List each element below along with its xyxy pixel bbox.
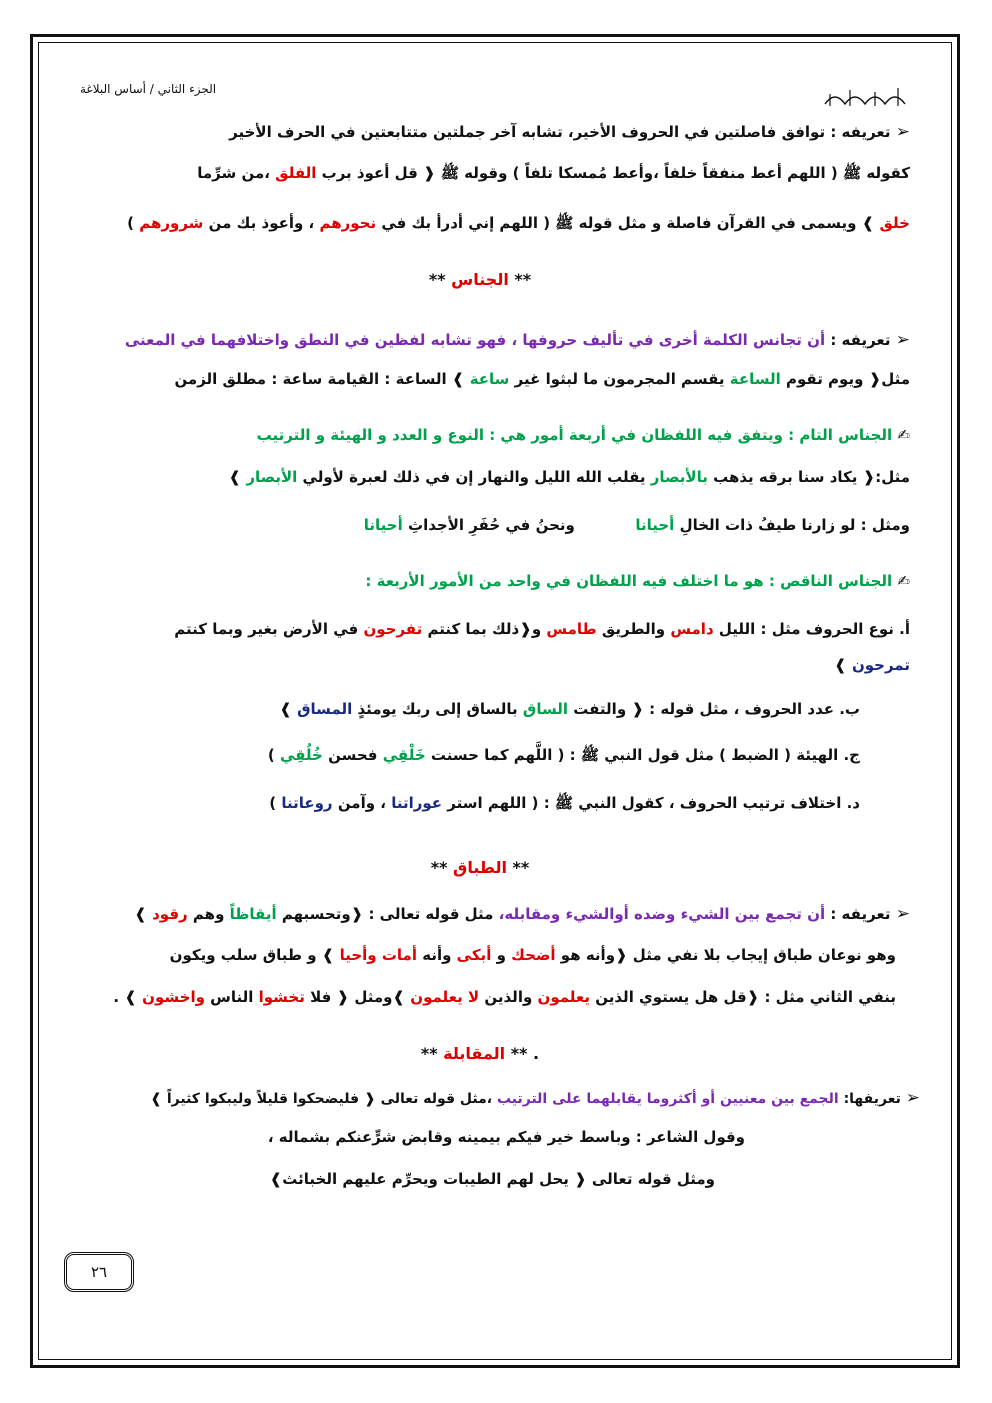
jinas-naqis-item-a: أ. نوع الحروف مثل : الليل دامس والطريق طامس و❰ذلك بما كنتم تفرحون في الأرض بغير وبما كنتم: [174, 620, 910, 638]
saj-example-line-3: خلق ❱ ويسمى في القرآن فاصلة و مثل قوله ﷺ ( اللهم إني أدرأ بك في نحورهم ، وأعوذ بك من شرورهم ): [127, 214, 910, 232]
arrow-icon: ➢: [895, 122, 910, 142]
saj-example-line-2: كقوله ﷺ ( اللهم أعط منفقاً خلفاً ،وأعط مُمسكا تلفاً ) وقوله ﷺ ❰ قل أعوذ برب الفلق ،من شرِّما: [197, 164, 910, 182]
muqabala-definition: ➢ تعريفها: الجمع بين معنيين أو أكثروما يقابلهما على الترتيب ،مثل قوله تعالى ❰ فليضحكوا قليلاً وليبكوا كثيراً ❱: [150, 1088, 920, 1108]
muqabala-quran-example: ومثل قوله تعالى ❰ يحل لهم الطيبات ويحرِّم عليهم الخبائث❱: [269, 1170, 715, 1188]
saj-definition: ➢ تعريفه : توافق فاصلتين في الحروف الأخير، تشابه آخر جملتين متتابعتين في الحرف الأخير: [229, 122, 910, 142]
page-number: ٢٦: [64, 1252, 134, 1292]
tibaq-types: وهو نوعان طباق إيجاب بلا نفي مثل ❰وأنه هو أضحك و أبكى وأنه أمات وأحيا ❱ و طباق سلب ويكون: [169, 946, 896, 964]
jinas-naqis-item-a-cont: تمرحون ❱: [834, 656, 910, 674]
jinas-example: مثل❰ ويوم تقوم الساعة يقسم المجرمون ما لبثوا غير ساعة ❱ الساعة : القيامة ساعة : مطلق الزمن: [174, 370, 910, 388]
arrow-icon: ➢: [905, 1088, 920, 1108]
document-page: [50, 70, 920, 1350]
jinas-tam-example-2: ومثل : لو زارنا طيفُ ذات الخالِ أحيانا ونحنُ في حُفَرِ الأجداثِ أحيانا: [363, 516, 910, 534]
tibaq-title: ** الطباق **: [430, 858, 530, 877]
pen-icon: ✍: [897, 426, 910, 444]
jinas-naqis-item-c: ج. الهيئة ( الضبط ) مثل قول النبي ﷺ : ( اللَّهم كما حسنت خَلْقِي فحسن خُلُقِي ): [267, 746, 860, 764]
jinas-naqis-item-d: د. اختلاف ترتيب الحروف ، كقول النبي ﷺ : ( اللهم استر عوراتنا ، وآمن روعاتنا ): [269, 794, 860, 812]
arrow-icon: ➢: [895, 330, 910, 350]
jinas-naqis-item-b: ب. عدد الحروف ، مثل قوله : ❰ والتفت الساق بالساق إلى ربك يومئذٍ المساق ❱: [279, 700, 860, 718]
header-title: الجزء الثاني / أساس البلاغة: [80, 82, 217, 96]
muqabala-poetry-example: وقول الشاعر : وباسط خير فيكم بيمينه وقابض شرٍّعنكم بشماله ،: [267, 1128, 745, 1146]
arrow-icon: ➢: [895, 904, 910, 924]
pen-icon: ✍: [897, 572, 910, 590]
header-logo: [820, 82, 910, 112]
tibaq-definition: ➢ تعريفه : أن تجمع بين الشيء وضده أوالشيء ومقابله، مثل قوله تعالى : ❰وتحسبهم أيقاظاً وهم رقود ❱: [134, 904, 910, 924]
jinas-title: ** الجناس **: [428, 270, 532, 289]
jinas-tam-example-1: مثل:❰ يكاد سنا برقه يذهب بالأبصار يقلب الله الليل والنهار إن في ذلك لعبرة لأولي الأبصار ❱: [228, 468, 910, 486]
logo-text: [900, 82, 910, 83]
jinas-naqis-title: ✍ الجناس الناقص : هو ما اختلف فيه اللفظان في واحد من الأمور الأربعة :: [365, 572, 910, 590]
muqabala-title: . ** المقابلة **: [420, 1044, 540, 1063]
jinas-definition: ➢ تعريفه : أن تجانس الكلمة أخرى في تأليف حروفها ، فهو تشابه لفظين في النطق واختلافهما في المعنى: [124, 330, 910, 350]
tibaq-salb-example: بنفي الثاني مثل : ❰قل هل يستوي الذين يعلمون والذين لا يعلمون ❱ومثل ❰ فلا تخشوا الناس واخشون ❱ .: [113, 988, 896, 1006]
jinas-tam-title: ✍ الجناس التام : ويتفق فيه اللفظان في أربعة أمور هي : النوع و العدد و الهيئة و الترتيب: [256, 426, 910, 444]
calligraphy-logo-icon: [820, 82, 910, 112]
